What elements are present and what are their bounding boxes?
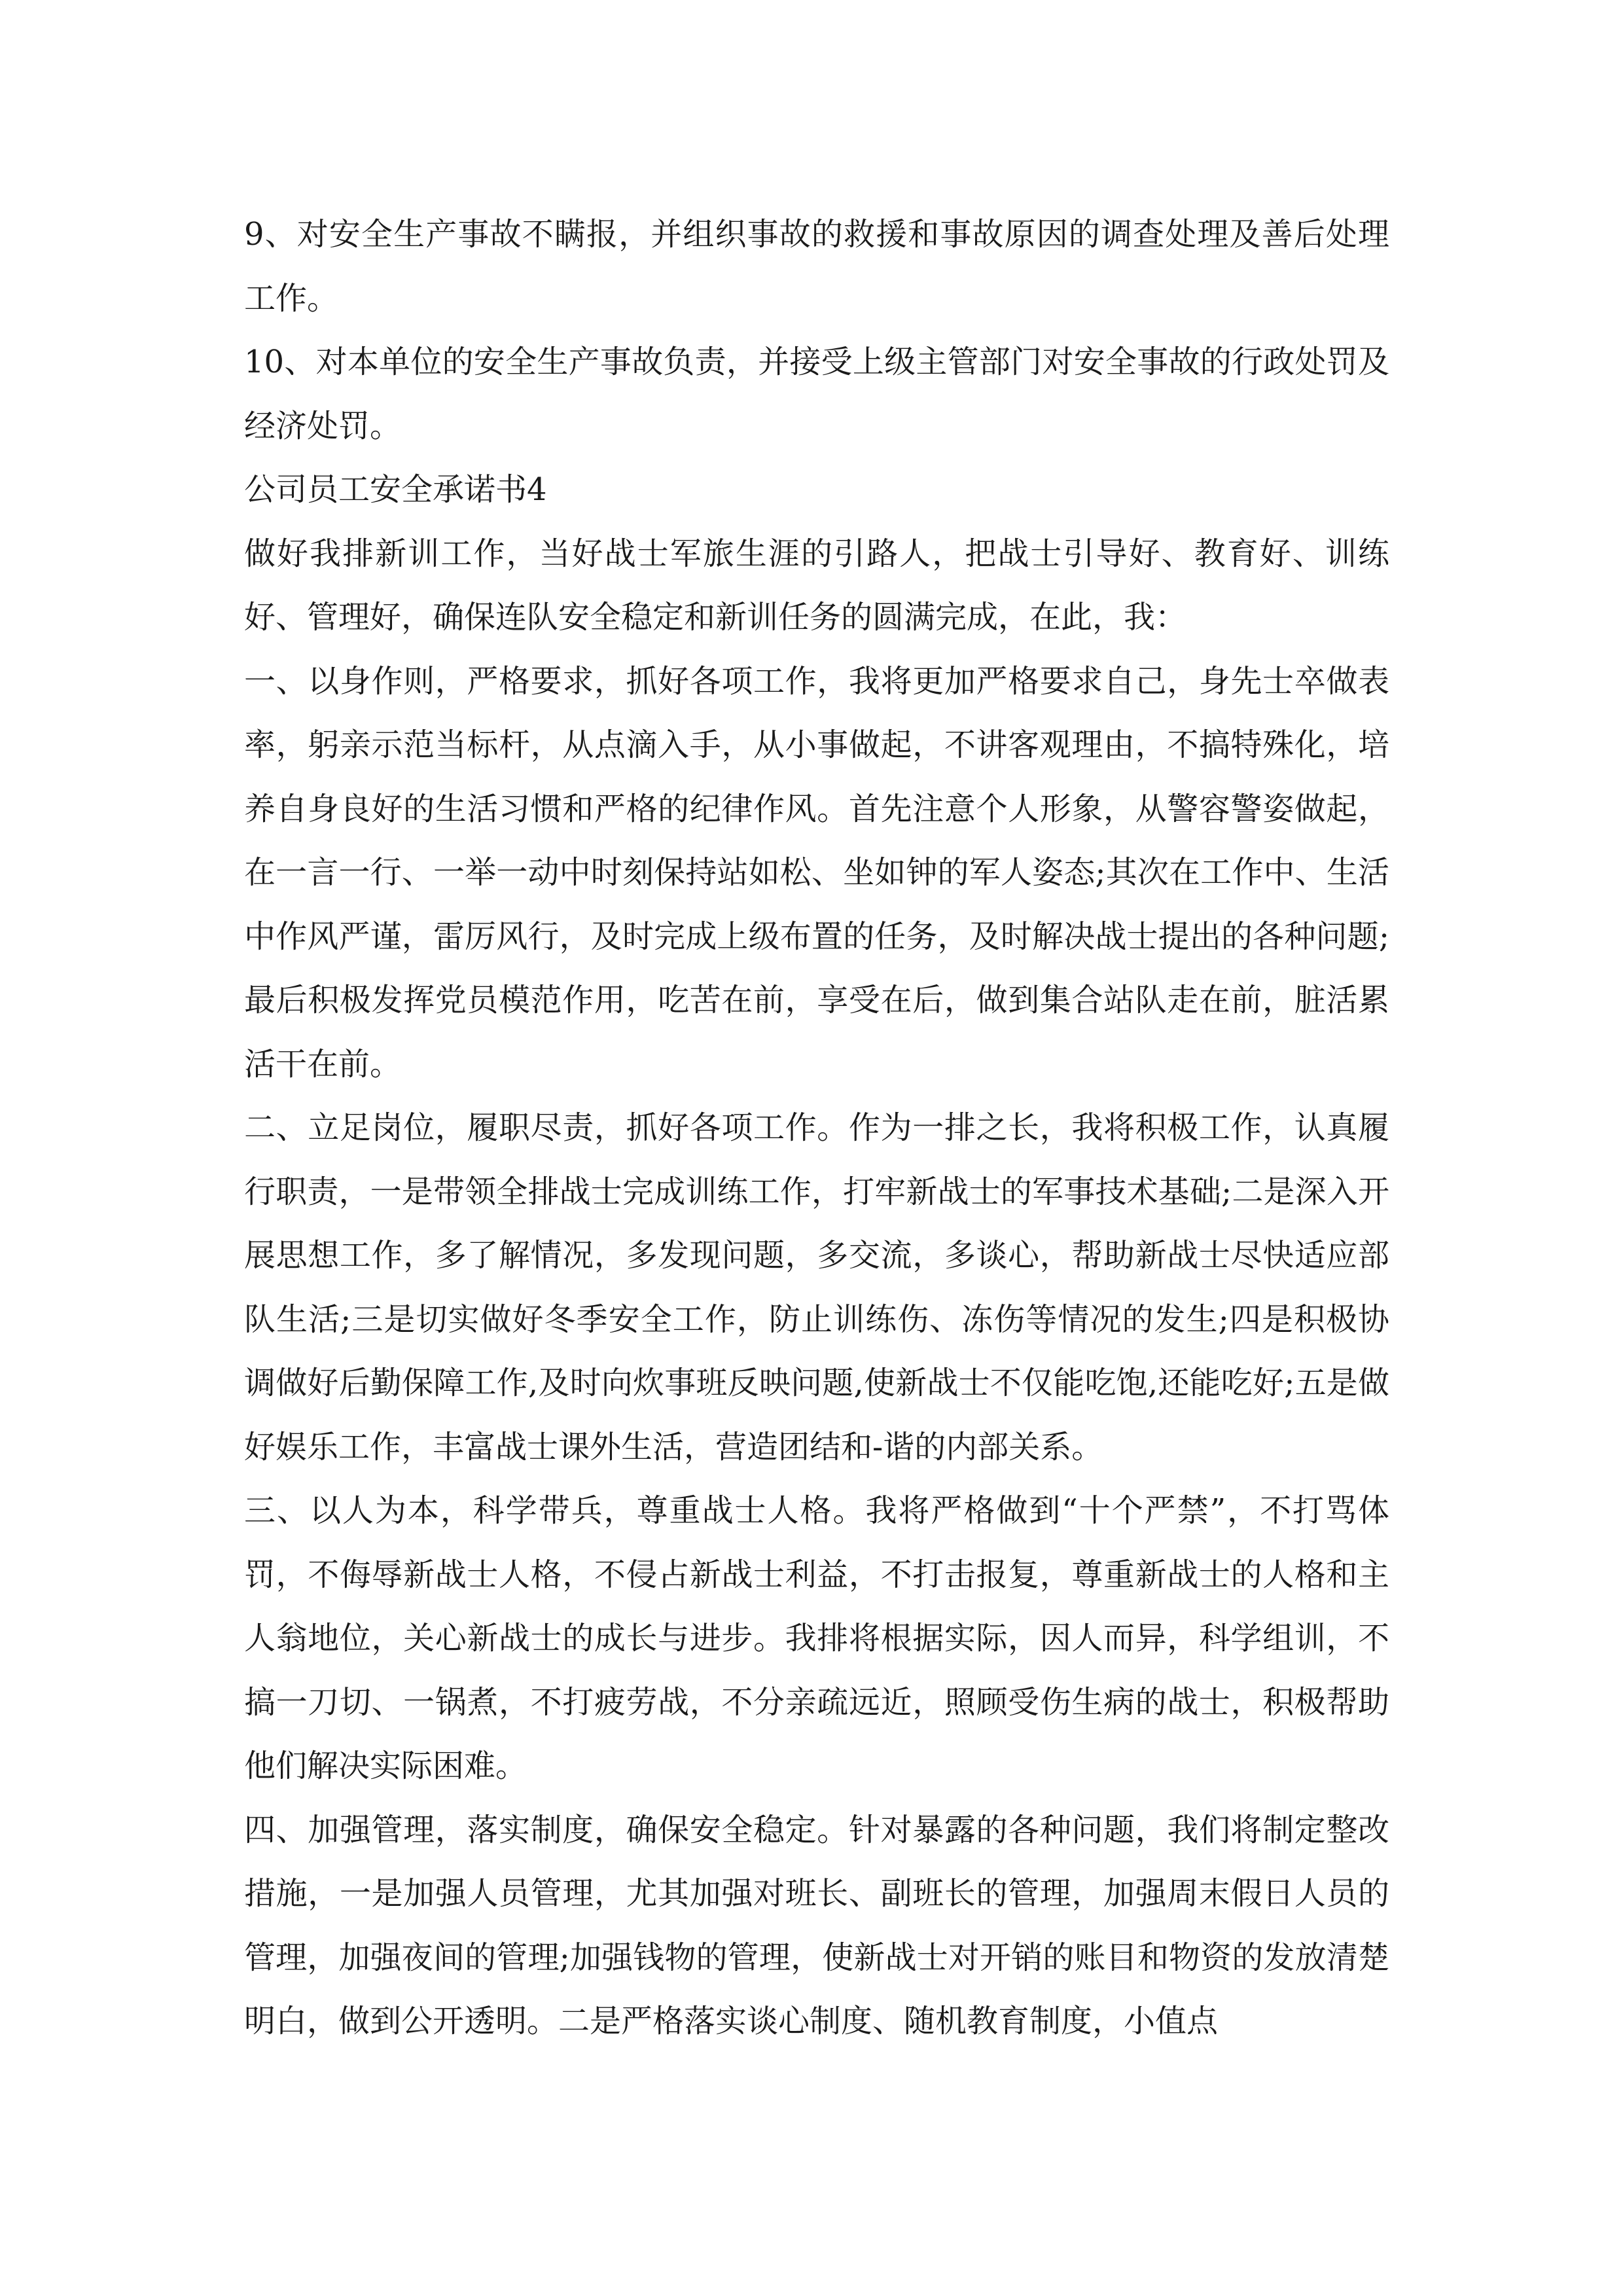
paragraph-point-4: 四、加强管理，落实制度，确保安全稳定。针对暴露的各种问题，我们将制定整改措施，一是加强人员管理，尤其加强对班长、副班长的管理，加强周末假日人员的管理，加强夜间的管理;加强钱物的管理，使新战士对开销的账目和物资的发放清楚明白，做到公开透明。二是严格落实谈心制度、随机教育制度，小值点	[244, 1811, 1389, 2039]
section-heading: 公司员工安全承诺书4	[244, 471, 547, 508]
document-body	[244, 203, 1389, 2054]
paragraph-point-1: 一、以身作则，严格要求，抓好各项工作，我将更加严格要求自己，身先士卒做表率，躬亲示范当标杆，从点滴入手，从小事做起，不讲客观理由，不搞特殊化，培养自身良好的生活习惯和严格的纪律作风。首先注意个人形象，从警容警姿做起，在一言一行、一举一动中时刻保持站如松、坐如钟的军人姿态;其次在工作中、生活中作风严谨，雷厉风行，及时完成上级布置的任务，及时解决战士提出的各种问题;最后积极发挥党员模范作用，吃苦在前，享受在后，做到集合站队走在前，脏活累活干在前。	[244, 662, 1389, 1083]
intro-paragraph: 做好我排新训工作，当好战士军旅生涯的引路人，把战士引导好、教育好、训练好、管理好，确保连队安全稳定和新训任务的圆满完成，在此，我：	[244, 535, 1389, 636]
paragraph-point-3: 三、以人为本，科学带兵，尊重战士人格。我将严格做到“十个严禁”，不打骂体罚，不侮辱新战士人格，不侵占新战士利益，不打击报复，尊重新战士的人格和主人翁地位，关心新战士的成长与进步。我排将根据实际，因人而异，科学组训，不搞一刀切、一锅煮，不打疲劳战，不分亲疏远近，照顾受伤生病的战士，积极帮助他们解决实际困难。	[244, 1492, 1389, 1784]
paragraph-item-10: 10、对本单位的安全生产事故负责，并接受上级主管部门对安全事故的行政处罚及经济处罚。	[244, 344, 1389, 444]
paragraph-item-9: 9、对安全生产事故不瞒报，并组织事故的救援和事故原因的调查处理及善后处理工作。	[244, 216, 1389, 317]
paragraph-point-2: 二、立足岗位，履职尽责，抓好各项工作。作为一排之长，我将积极工作，认真履行职责，一是带领全排战士完成训练工作，打牢新战士的军事技术基础;二是深入开展思想工作，多了解情况，多发现问题，多交流，多谈心，帮助新战士尽快适应部队生活;三是切实做好冬季安全工作，防止训练伤、冻伤等情况的发生;四是积极协调做好后勤保障工作,及时向炊事班反映问题,使新战士不仅能吃饱,还能吃好;五是做好娱乐工作，丰富战士课外生活，营造团结和-谐的内部关系。	[244, 1109, 1389, 1465]
